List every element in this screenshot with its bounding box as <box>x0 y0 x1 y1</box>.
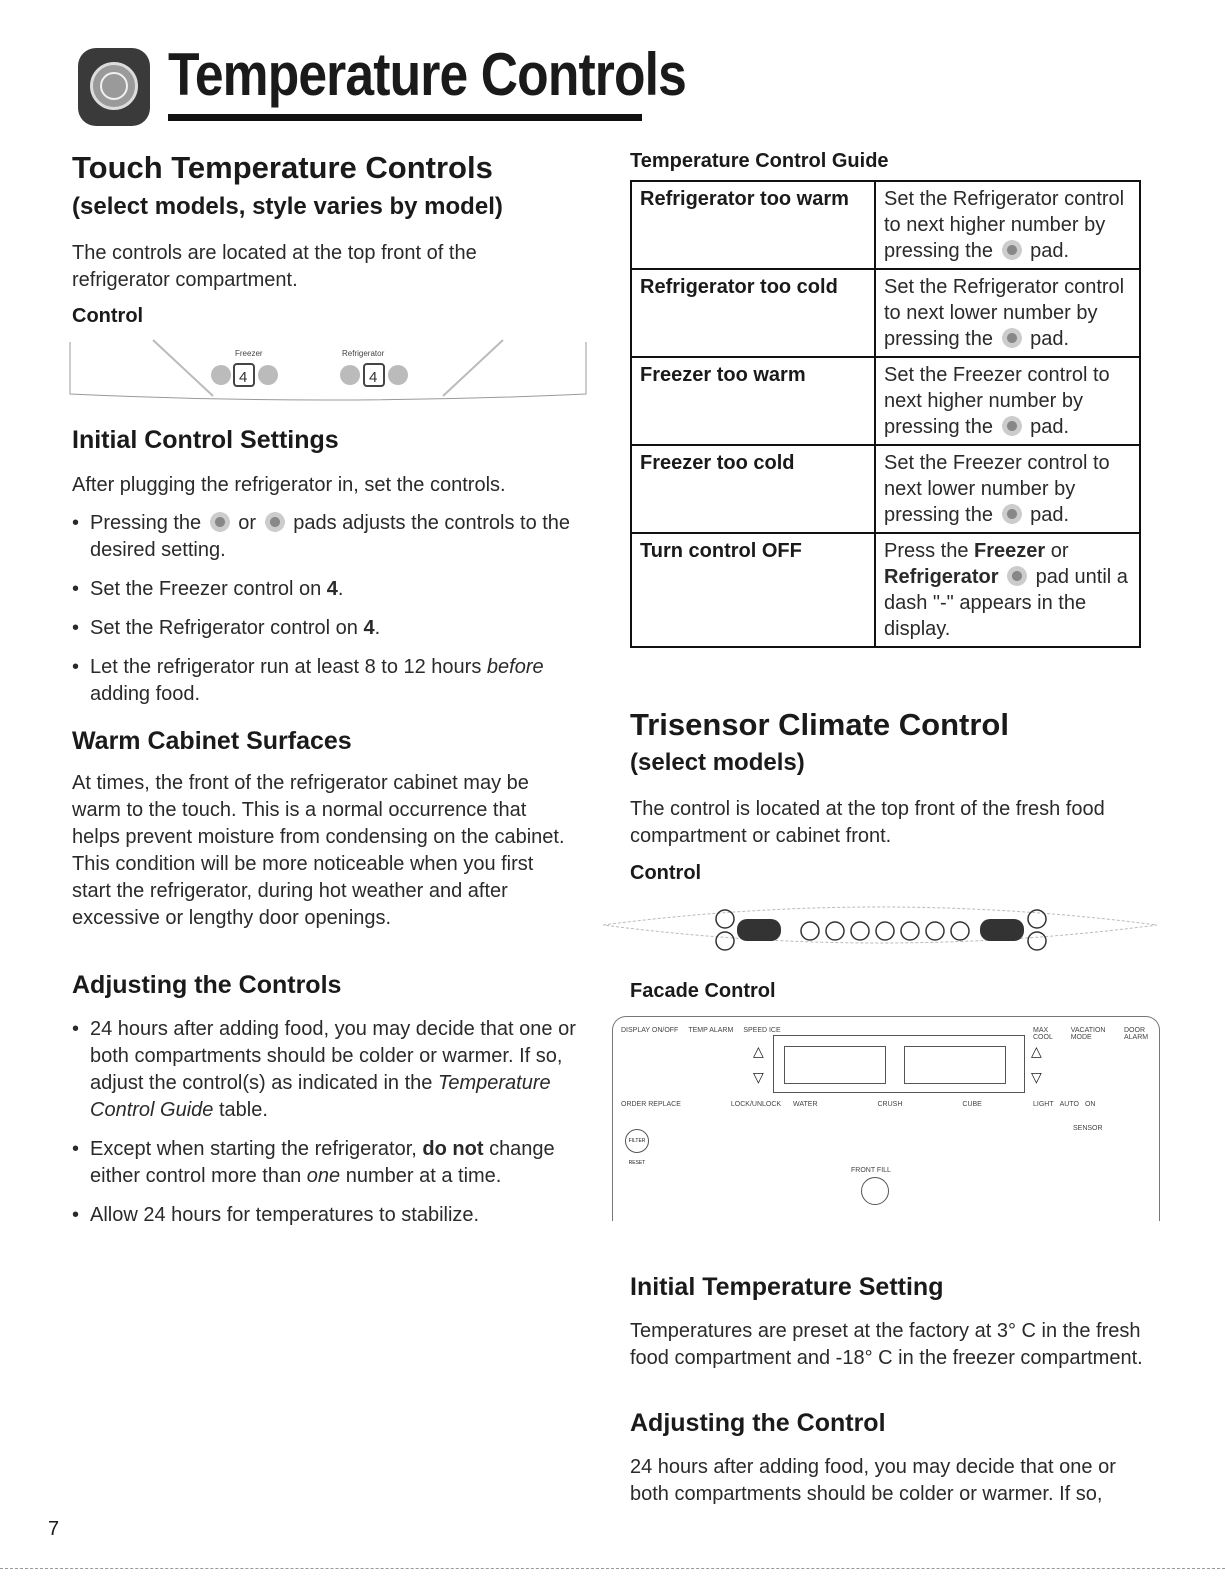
warmer-pad-icon <box>262 512 288 532</box>
initial-temperature-text: Temperatures are preset at the factory at 3° C in the fresh food compartment and -18° C in the freezer compartment. <box>630 1320 1143 1369</box>
table-row: Freezer too cold Set the Freezer control to next lower number by pressing the pad. <box>631 445 1140 533</box>
adjusting-control-text: 24 hours after adding food, you may decide that one or both compartments should be colder or warmer. If so, <box>630 1456 1116 1505</box>
freezer-minus-icon <box>716 932 734 950</box>
refrigerator-warmer-pad-icon <box>388 365 408 385</box>
refrigerator-temp-display <box>904 1046 1006 1084</box>
panel-refrigerator-label: Refrigerator <box>342 349 385 358</box>
trisensor-heading: Trisensor Climate Control <box>630 707 1009 742</box>
trisensor-control-label: Control <box>630 862 702 884</box>
filter-reset-button[interactable]: FILTER RESET <box>625 1129 649 1153</box>
panel-refrigerator-value: 4 <box>369 369 378 386</box>
page-title: Temperature Controls <box>168 41 687 108</box>
colder-pad-icon <box>1004 566 1030 586</box>
guide-label: Temperature Control Guide <box>630 150 889 172</box>
refrigerator-plus-icon <box>1028 910 1046 928</box>
panel-freezer-value: 4 <box>239 369 248 386</box>
list-item: • Except when starting the refrigerator, do not change either control more than one number at a time. <box>72 1136 587 1190</box>
table-row: Refrigerator too warm Set the Refrigerator control to next higher number by pressing the pad. <box>631 181 1140 269</box>
freezer-down-arrow-icon[interactable]: ▽ <box>753 1069 764 1085</box>
sensor-label: SENSOR <box>1073 1125 1103 1132</box>
colder-pad-icon <box>999 328 1025 348</box>
freezer-up-arrow-icon[interactable]: △ <box>753 1043 764 1059</box>
trisensor-subheading: (select models) <box>630 749 805 776</box>
list-item: • 24 hours after adding food, you may decide that one or both compartments should be colder or warmer. If so, adjust the control(s) as indicated in the Temperature Control Guide table. <box>72 1016 587 1124</box>
list-item: • Pressing the or pads adjusts the controls to the desired setting. <box>72 510 587 564</box>
warmer-pad-icon <box>999 416 1025 436</box>
dial-icon <box>78 48 150 126</box>
page-number: 7 <box>48 1518 60 1540</box>
temperature-control-guide-table <box>630 180 1141 648</box>
touch-controls-heading: Touch Temperature Controls <box>72 150 493 185</box>
facade-mid-center-labels: WATER CRUSH CUBE <box>793 1101 982 1108</box>
touch-control-panel-illustration <box>68 336 588 404</box>
warm-cabinet-text: At times, the front of the refrigerator cabinet may be warm to the touch. This is a normal occurrence that helps prevent moisture from condensing on the cabinet. This condition will be more noticeable when you first start the refrigerator, during hot weather and after excessive or lengthy door openings. <box>72 772 565 929</box>
freezer-colder-pad-icon <box>211 365 231 385</box>
list-item: • Let the refrigerator run at least 8 to 12 hours before adding food. <box>72 654 587 708</box>
colder-pad-icon <box>999 504 1025 524</box>
touch-controls-intro: The controls are located at the top front of the refrigerator compartment. <box>72 242 477 291</box>
touch-controls-subheading: (select models, style varies by model) <box>72 193 503 220</box>
freezer-warmer-pad-icon <box>258 365 278 385</box>
front-fill-button[interactable] <box>861 1177 889 1205</box>
list-item: • Allow 24 hours for temperatures to stabilize. <box>72 1202 587 1229</box>
facade-control-label: Facade Control <box>630 980 776 1002</box>
control-label: Control <box>72 305 144 327</box>
adjusting-controls-list <box>72 1016 587 1241</box>
bottom-rule <box>0 1568 1225 1569</box>
freezer-temp-display <box>784 1046 886 1084</box>
adjusting-controls-heading: Adjusting the Controls <box>72 971 342 999</box>
facade-mid-left-labels: ORDER REPLACE LOCK/UNLOCK <box>621 1101 782 1108</box>
table-row: Refrigerator too cold Set the Refrigerator control to next lower number by pressing the pad. <box>631 269 1140 357</box>
refrigerator-display-icon <box>980 919 1024 941</box>
trisensor-intro: The control is located at the top front of the fresh food compartment or cabinet front. <box>630 798 1105 847</box>
list-item: • Set the Freezer control on 4. <box>72 576 587 603</box>
warm-cabinet-heading: Warm Cabinet Surfaces <box>72 727 352 755</box>
adjusting-control-heading: Adjusting the Control <box>630 1409 886 1437</box>
facade-top-left-labels: DISPLAY ON/OFF TEMP ALARM SPEED ICE <box>621 1027 781 1034</box>
freezer-display-icon <box>737 919 781 941</box>
list-item: • Set the Refrigerator control on 4. <box>72 615 587 642</box>
refrigerator-down-arrow-icon[interactable]: ▽ <box>1031 1069 1042 1085</box>
refrigerator-up-arrow-icon[interactable]: △ <box>1031 1043 1042 1059</box>
front-fill-label: FRONT FILL <box>851 1167 891 1174</box>
refrigerator-minus-icon <box>1028 932 1046 950</box>
panel-freezer-label: Freezer <box>235 349 263 358</box>
trisensor-control-panel-illustration <box>595 895 1165 961</box>
warmer-pad-icon <box>999 240 1025 260</box>
title-underline <box>168 114 642 121</box>
facade-top-right-labels: MAX COOL VACATION MODE DOOR ALARM <box>1033 1027 1149 1041</box>
facade-display <box>773 1035 1025 1093</box>
table-row: Freezer too warm Set the Freezer control to next higher number by pressing the pad. <box>631 357 1140 445</box>
refrigerator-colder-pad-icon <box>340 365 360 385</box>
initial-temperature-heading: Initial Temperature Setting <box>630 1273 944 1301</box>
initial-settings-list <box>72 510 587 720</box>
table-row: Turn control OFF Press the Freezer or Refrigerator pad until a dash "-" appears in the display. <box>631 533 1140 647</box>
colder-pad-icon <box>207 512 233 532</box>
facade-control-illustration <box>612 1016 1160 1221</box>
initial-settings-intro: After plugging the refrigerator in, set the controls. <box>72 474 506 496</box>
initial-settings-heading: Initial Control Settings <box>72 426 339 454</box>
facade-light-labels: LIGHT AUTO ON <box>1033 1101 1096 1108</box>
